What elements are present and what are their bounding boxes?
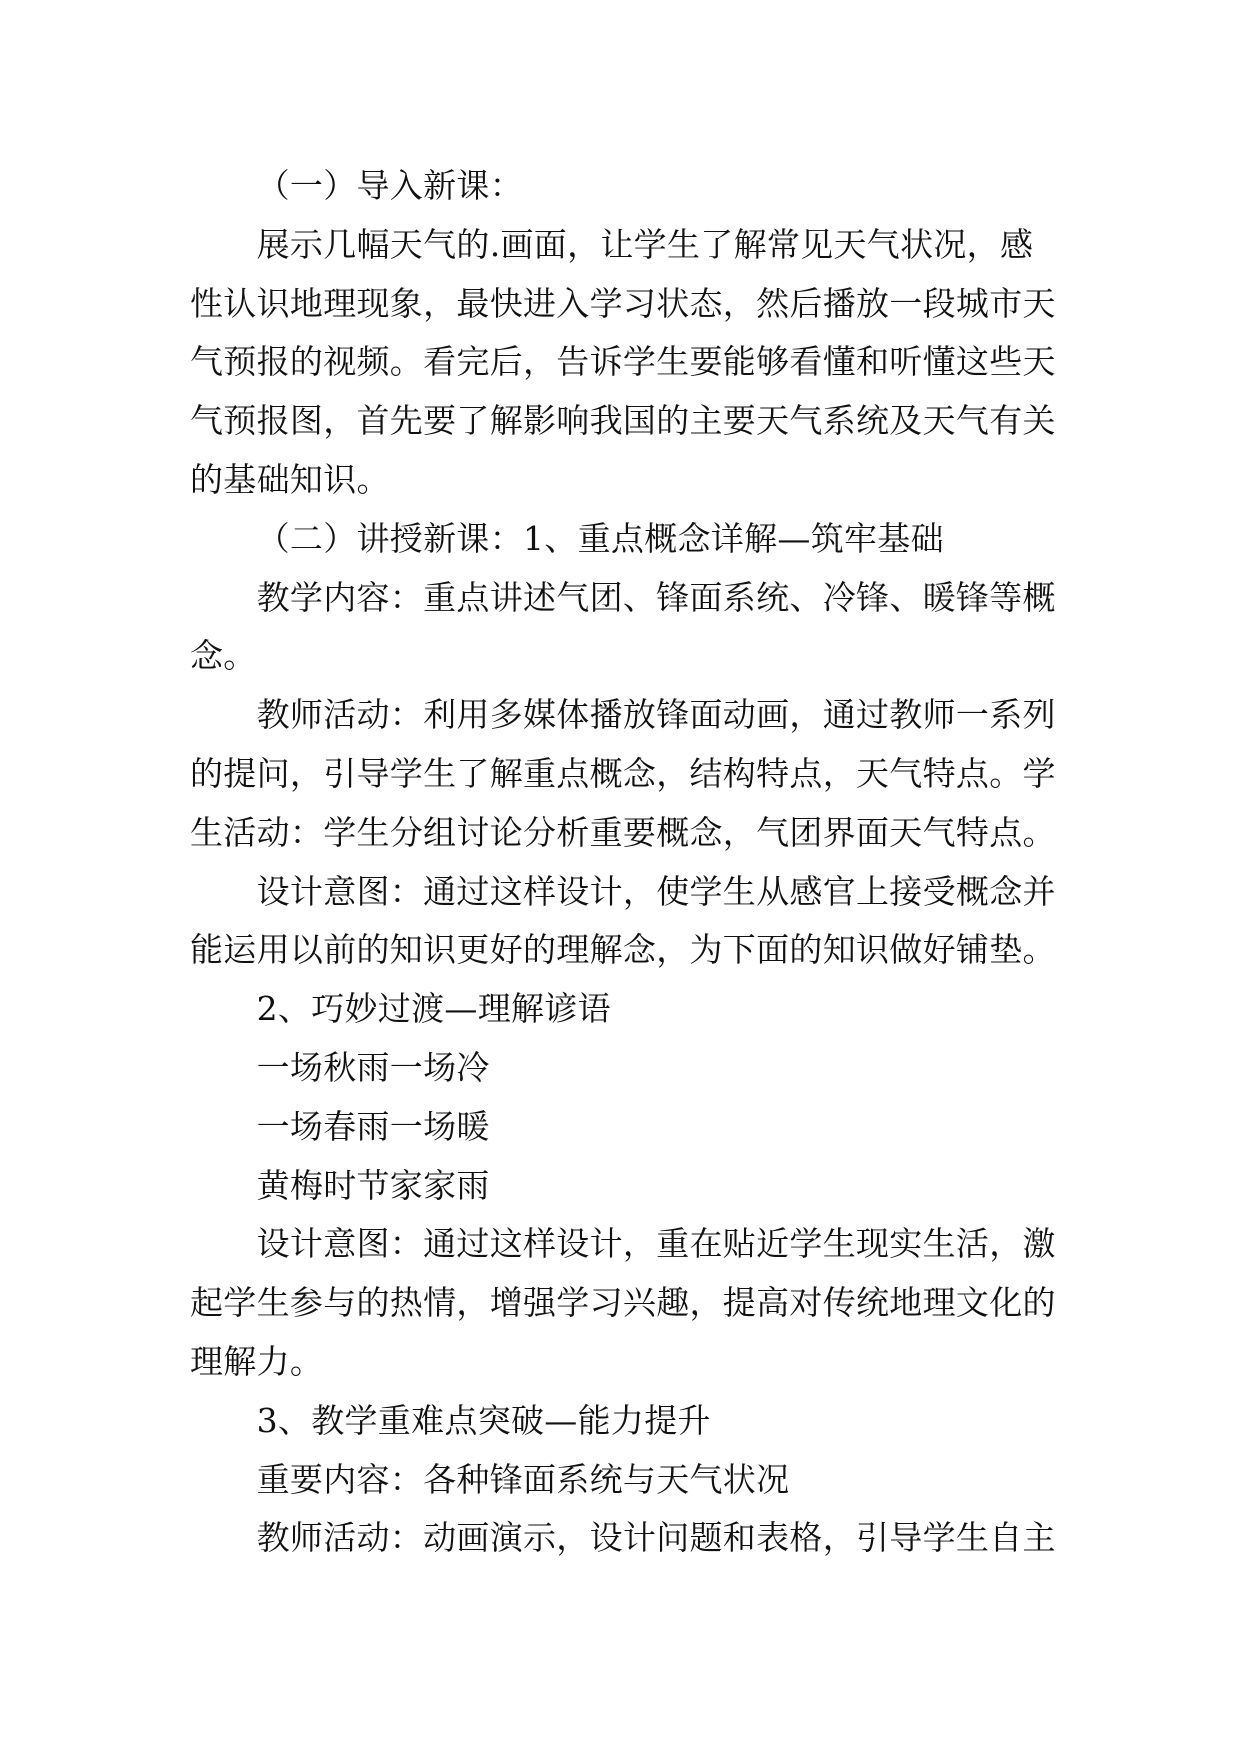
text-line: 生活动：学生分组讨论分析重要概念，气团界面天气特点。 [190, 812, 1056, 852]
text-line: 教学内容：重点讲述气团、锋面系统、冷锋、暖锋等概 [256, 577, 1056, 617]
text-line: 3、教学重难点突破—能力提升 [256, 1400, 711, 1440]
text-line: （一）导入新课： [256, 166, 523, 205]
proverb [190, 1098, 1060, 1157]
paragraph-key-content [190, 1451, 1060, 1510]
text-line: 念。 [190, 636, 257, 676]
text-line: （二）讲授新课：1、重点概念详解—筑牢基础 [256, 518, 944, 558]
subheading-key-points [190, 1392, 1060, 1451]
text-line: 气预报图，首先要了解影响我国的主要天气系统及天气有关 [190, 401, 1056, 441]
proverb [190, 1157, 1060, 1216]
text-line: 教师活动：利用多媒体播放锋面动画，通过教师一系列 [256, 695, 1056, 735]
section-heading-intro [190, 157, 1060, 216]
text-line: 黄梅时节家家雨 [256, 1165, 490, 1205]
text-line: 设计意图：通过这样设计，重在贴近学生现实生活，激 [256, 1224, 1056, 1264]
paragraph-teacher-activity [190, 1509, 1060, 1568]
text-line: 展示几幅天气的.画面，让学生了解常见天气状况，感 [256, 224, 1034, 264]
text-line: 的提问，引导学生了解重点概念，结构特点，天气特点。学 [190, 753, 1056, 793]
text-line: 重要内容：各种锋面系统与天气状况 [256, 1459, 790, 1499]
text-line: 教师活动：动画演示，设计问题和表格，引导学生自主 [256, 1518, 1056, 1558]
text-line: 的基础知识。 [190, 459, 390, 499]
text-line: 2、巧妙过渡—理解谚语 [256, 989, 611, 1029]
text-line: 理解力。 [190, 1341, 324, 1381]
text-line: 气预报的视频。看完后，告诉学生要能够看懂和听懂这些天 [190, 342, 1056, 382]
text-line: 起学生参与的热情，增强学习兴趣，提高对传统地理文化的 [190, 1283, 1056, 1323]
text-line: 性认识地理现象，最快进入学习状态，然后播放一段城市天 [190, 283, 1056, 323]
text-line: 一场春雨一场暖 [256, 1106, 490, 1146]
paragraph-design-intent [190, 1215, 1060, 1391]
text-line: 设计意图：通过这样设计，使学生从感官上接受概念并 [256, 871, 1056, 911]
text-line: 一场秋雨一场冷 [256, 1047, 490, 1087]
paragraph-teaching-content [190, 569, 1060, 687]
text-line: 能运用以前的知识更好的理解念，为下面的知识做好铺垫。 [190, 930, 1056, 970]
paragraph-intro-activity [190, 216, 1060, 510]
section-heading-teaching [190, 510, 1060, 569]
paragraph-teacher-activity [190, 686, 1060, 862]
proverb [190, 1039, 1060, 1098]
paragraph-design-intent [190, 863, 1060, 981]
subheading-transition [190, 980, 1060, 1039]
document-page [190, 157, 1060, 1568]
